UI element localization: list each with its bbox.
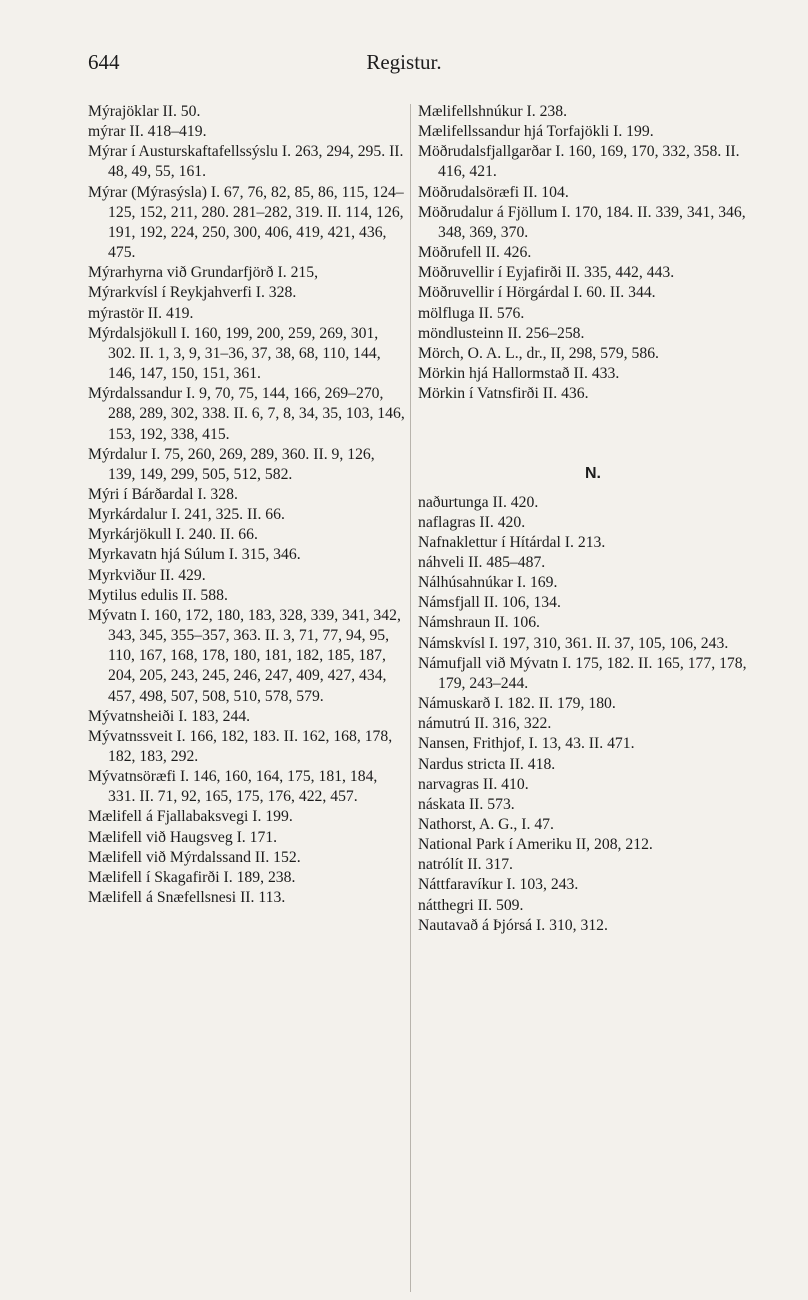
index-entry: Mývatnsheiði I. 183, 244.	[88, 707, 251, 725]
index-entry: Mælifell á Snæfellsnesi II. 113.	[88, 889, 286, 907]
index-entry: Mælifell í Skagafirði I. 189, 238.	[88, 868, 296, 886]
index-entry: Mýrajöklar II. 50.	[88, 103, 201, 120]
left-column	[88, 102, 406, 908]
index-entry: Möðrudalsfjallgarðar I. 160, 169, 170, 332, 358. II. 416, 421.	[418, 143, 740, 181]
index-entry: Myrkviður II. 429.	[88, 566, 206, 584]
index-entry: Mýri í Bárðardal I. 328.	[88, 485, 238, 503]
index-entry: narvagras II. 410.	[418, 775, 529, 793]
index-entry: Mörch, O. A. L., dr., II, 298, 579, 586.	[418, 344, 659, 362]
index-entry: Myrkárjökull I. 240. II. 66.	[88, 526, 258, 544]
index-entry: Mýrar (Mýrasýsla) I. 67, 76, 82, 85, 86, 115, 124–125, 152, 211, 280. 281–282, 319. II. 114, 126, 191, 192, 224, 250, 300, 406, 419, 421, 436, 475.	[88, 183, 404, 262]
index-entry: Mælifell við Haugsveg I. 171.	[88, 828, 278, 846]
index-entry: Mýrdalssandur I. 9, 70, 75, 144, 166, 269–270, 288, 289, 302, 338. II. 6, 7, 8, 34, 35, 103, 146, 153, 192, 338, 415.	[88, 385, 405, 443]
index-entry: Mýrdalsjökull I. 160, 199, 200, 259, 269, 301, 302. II. 1, 3, 9, 31–36, 37, 38, 68, 110, 144, 146, 147, 150, 151, 361.	[88, 324, 381, 383]
index-entry: Mývatnssveit I. 166, 182, 183. II. 162, 168, 178, 182, 183, 292.	[88, 727, 393, 765]
index-entry: Mýrar í Austurskaftafellssýslu I. 263, 294, 295. II. 48, 49, 55, 161.	[88, 143, 404, 181]
index-entry: nátthegri II. 509.	[418, 896, 524, 914]
index-entry: Mælifell á Fjallabaksvegi I. 199.	[88, 808, 293, 826]
index-entry: naflagras II. 420.	[418, 513, 526, 531]
index-entry: Myrkavatn hjá Súlum I. 315, 346.	[88, 546, 301, 564]
index-entry: mýrar II. 418–419.	[88, 123, 207, 141]
index-entry: naðurtunga II. 420.	[418, 493, 539, 511]
index-entry: Nardus stricta II. 418.	[418, 755, 556, 773]
index-entry: Námufjall við Mývatn I. 175, 182. II. 165, 177, 178, 179, 243–244.	[418, 654, 747, 692]
index-entry: náhveli II. 485–487.	[418, 553, 546, 571]
index-entry: Mælifellshnúkur I. 238.	[418, 103, 568, 120]
index-entry: Mælifellssandur hjá Torfajökli I. 199.	[418, 123, 654, 141]
index-entry: möndlusteinn II. 256–258.	[418, 324, 585, 342]
index-entry: Möðrudalsöræfi II. 104.	[418, 183, 569, 201]
right-column	[418, 102, 768, 936]
index-entry: Myrkárdalur I. 241, 325. II. 66.	[88, 506, 285, 524]
index-entry: Námsfjall II. 106, 134.	[418, 594, 561, 612]
index-entry: Möðruvellir í Eyjafirði II. 335, 442, 443.	[418, 264, 675, 282]
index-entry: Mýrarkvísl í Reykjahverfi I. 328.	[88, 284, 297, 302]
index-entry: Mýrarhyrna við Grundarfjörð I. 215,	[88, 264, 319, 282]
index-entry: Mývatn I. 160, 172, 180, 183, 328, 339, 341, 342, 343, 345, 355–357, 363. II. 3, 71, 77, 94, 95, 110, 167, 168, 178, 180, 181, 182, 185, 187, 204, 205, 243, 245, 246, 247, 409, 427, 434, 457, 498, 507, 508, 510, 578, 579.	[88, 606, 401, 705]
index-entry: Nautavað á Þjórsá I. 310, 312.	[418, 916, 608, 934]
index-entry: Möðruvellir í Hörgárdal I. 60. II. 344.	[418, 284, 656, 302]
index-entry: Nansen, Frithjof, I. 13, 43. II. 471.	[418, 735, 635, 753]
index-entry: Möðrufell II. 426.	[418, 244, 532, 262]
index-entry: Námuskarð I. 182. II. 179, 180.	[418, 695, 616, 713]
page-number: 644	[88, 50, 120, 74]
index-entry: Námskvísl I. 197, 310, 361. II. 37, 105, 106, 243.	[418, 634, 729, 652]
index-entry: natrólít II. 317.	[418, 856, 513, 874]
column-divider	[410, 104, 411, 1292]
index-entry: Mýrdalur I. 75, 260, 269, 289, 360. II. 9, 126, 139, 149, 299, 505, 512, 582.	[88, 445, 375, 483]
index-entry: Mörkin í Vatnsfirði II. 436.	[418, 385, 589, 403]
page-title: Registur.	[366, 50, 442, 74]
index-entry: National Park í Ameriku II, 208, 212.	[418, 836, 653, 854]
index-entry: náskata II. 573.	[418, 795, 515, 813]
index-entry: Mælifell við Mýrdalssand II. 152.	[88, 848, 301, 866]
index-entry: Mytilus edulis II. 588.	[88, 586, 228, 604]
index-entry: Nathorst, A. G., I. 47.	[418, 816, 554, 833]
index-entry: Nafnaklettur í Hítárdal I. 213.	[418, 533, 606, 551]
index-entry: Námshraun II. 106.	[418, 614, 540, 632]
index-entry: Mývatnsöræfi I. 146, 160, 164, 175, 181, 184, 331. II. 71, 92, 165, 175, 176, 422, 457.	[88, 768, 378, 806]
index-entry: mölfluga II. 576.	[418, 304, 525, 322]
index-entry: námutrú II. 316, 322.	[418, 715, 552, 733]
index-entry: mýrastör II. 419.	[88, 304, 194, 322]
section-heading-n: N.	[585, 465, 601, 483]
index-entry: Náttfaravíkur I. 103, 243.	[418, 876, 579, 894]
index-entry: Möðrudalur á Fjöllum I. 170, 184. II. 339, 341, 346, 348, 369, 370.	[418, 203, 746, 241]
index-entry: Nálhúsahnúkar I. 169.	[418, 574, 558, 592]
index-entry: Mörkin hjá Hallormstað II. 433.	[418, 365, 620, 383]
